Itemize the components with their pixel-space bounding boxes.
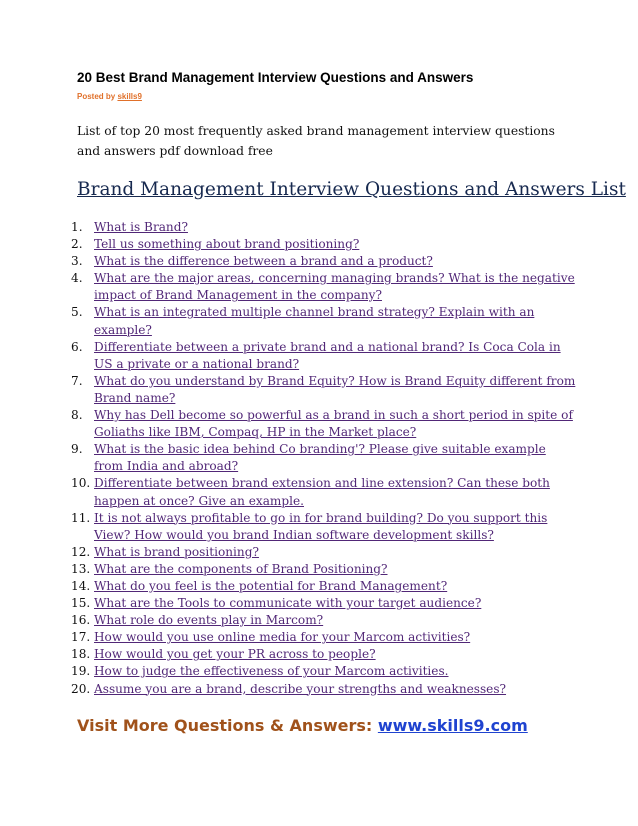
question-number: 14. [71, 578, 91, 593]
question-link[interactable]: What is the basic idea behind Co branding'? Please give suitable example from India and abroad? [94, 442, 546, 474]
question-item [71, 270, 577, 304]
question-link[interactable]: What is Brand? [94, 220, 188, 234]
author-link[interactable]: skills9 [117, 92, 142, 101]
question-link[interactable]: What are the components of Brand Positioning? [94, 561, 388, 576]
question-number: 20. [71, 681, 91, 696]
question-item [71, 663, 577, 680]
visit-more-banner [77, 714, 528, 738]
question-number: 10. [71, 476, 91, 491]
question-link[interactable]: Differentiate between a private brand and a national brand? Is Coca Cola in US a private or a national brand? [94, 339, 561, 371]
visit-label: Visit More Questions & Answers: [77, 716, 378, 735]
website-link[interactable]: www.skills9.com [377, 716, 528, 735]
question-item [71, 339, 577, 373]
question-number: 12. [71, 544, 91, 559]
question-item [71, 304, 577, 338]
question-number: 18. [71, 647, 91, 662]
intro-paragraph: List of top 20 most frequently asked brand management interview questions and answers pdf download free [77, 124, 555, 158]
question-link[interactable]: Why has Dell become so powerful as a brand in such a short period in spite of Goliaths like IBM, Compaq, HP in the Market place? [94, 408, 573, 440]
question-number: 3. [71, 254, 83, 269]
question-item [71, 373, 577, 407]
question-item [71, 219, 577, 236]
question-link[interactable]: What is an integrated multiple channel brand strategy? Explain with an example? [94, 305, 535, 337]
question-number: 9. [71, 442, 83, 457]
question-item [71, 612, 577, 629]
question-item [71, 681, 577, 698]
question-link[interactable]: What role do events play in Marcom? [94, 613, 324, 628]
question-link[interactable]: What is brand positioning? [94, 544, 259, 559]
question-item [71, 236, 577, 253]
question-link[interactable]: What are the major areas, concerning managing brands? What is the negative impact of Brand Management in the company? [94, 271, 575, 303]
question-number: 5. [71, 305, 83, 320]
question-item [71, 578, 577, 595]
question-number: 8. [71, 408, 83, 423]
question-number: 1. [71, 220, 83, 234]
question-number: 6. [71, 339, 83, 354]
question-list [71, 219, 577, 698]
question-item [71, 544, 577, 561]
question-item [71, 629, 577, 646]
question-item [71, 475, 577, 509]
question-link[interactable]: How would you get your PR across to people? [94, 647, 376, 662]
question-link[interactable]: It is not always profitable to go in for brand building? Do you support this View? How would you brand Indian software development skills? [94, 510, 548, 542]
question-link[interactable]: Differentiate between brand extension and line extension? Can these both happen at once? Give an example. [94, 476, 550, 508]
question-number: 13. [71, 561, 91, 576]
posted-by [77, 92, 577, 102]
question-item [71, 646, 577, 663]
question-number: 16. [71, 613, 91, 628]
page-title: 20 Best Brand Management Interview Questions and Answers [77, 70, 474, 85]
question-item [71, 253, 577, 270]
question-link[interactable]: Tell us something about brand positioning? [94, 237, 360, 252]
question-number: 17. [71, 630, 91, 645]
question-item [71, 595, 577, 612]
list-heading: Brand Management Interview Questions and Answers List [77, 179, 626, 200]
question-link[interactable]: What is the difference between a brand and a product? [94, 254, 433, 269]
question-number: 19. [71, 664, 91, 679]
question-link[interactable]: What are the Tools to communicate with your target audience? [94, 596, 482, 611]
question-number: 11. [71, 510, 91, 525]
question-item [71, 510, 577, 544]
question-item [71, 407, 577, 441]
document-page [71, 70, 626, 698]
question-number: 4. [71, 271, 83, 286]
question-link[interactable]: How would you use online media for your Marcom activities? [94, 630, 471, 645]
question-item [71, 441, 577, 475]
question-link[interactable]: Assume you are a brand, describe your strengths and weaknesses? [94, 681, 507, 696]
question-link[interactable]: How to judge the effectiveness of your Marcom activities. [94, 664, 449, 679]
question-number: 15. [71, 596, 91, 611]
posted-by-label: Posted by [77, 92, 118, 101]
question-item [71, 561, 577, 578]
question-number: 2. [71, 237, 83, 252]
question-link[interactable]: What do you understand by Brand Equity? How is Brand Equity different from Brand name? [94, 373, 576, 405]
question-link[interactable]: What do you feel is the potential for Brand Management? [94, 578, 448, 593]
question-number: 7. [71, 373, 83, 388]
